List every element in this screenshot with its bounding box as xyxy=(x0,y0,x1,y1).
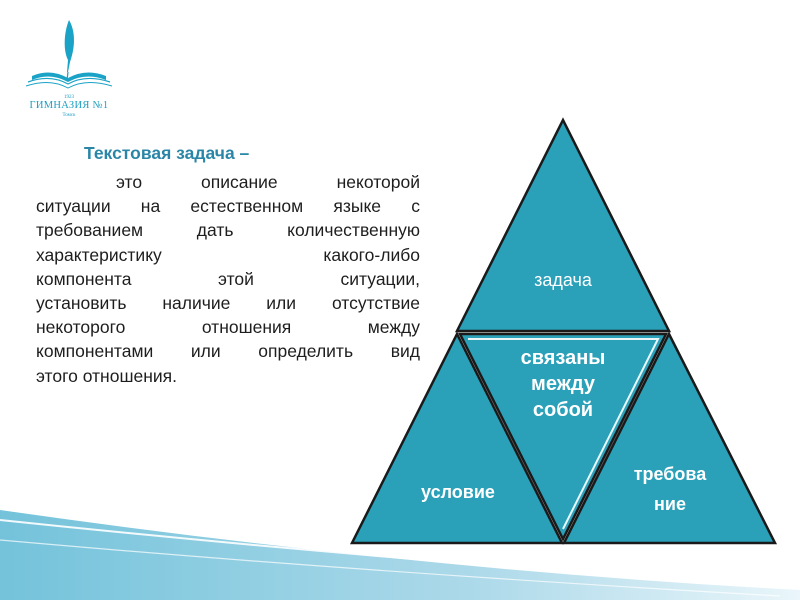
definition-line: характеристику какого-либо xyxy=(36,244,420,265)
left-triangle-label: условие xyxy=(421,482,495,502)
definition-line: ситуации на естественном языке с xyxy=(36,196,420,217)
pyramid-diagram xyxy=(340,110,790,560)
top-triangle xyxy=(457,120,669,331)
center-label-line: между xyxy=(531,373,595,395)
right-label-line: ние xyxy=(654,494,686,514)
definition-line: некоторого отношения между xyxy=(36,317,420,338)
definition-line: это описание некоторой xyxy=(116,172,420,192)
center-label-line: связаны xyxy=(520,347,606,369)
center-label-line: собой xyxy=(532,399,594,421)
definition-line: компонента этой ситуации, xyxy=(36,268,420,289)
top-triangle-label: задача xyxy=(534,270,592,290)
definition-title: Текстовая задача – xyxy=(84,143,250,163)
school-logo xyxy=(22,14,116,120)
right-label-line: требова xyxy=(633,464,707,484)
definition-line: компонентами или определить вид xyxy=(36,341,420,362)
definition-line: этого отношения. xyxy=(36,365,177,386)
logo-name: ГИМНАЗИЯ №1 xyxy=(29,100,109,111)
definition-line: требованием дать количественную xyxy=(36,220,420,241)
definition-line: установить наличие или отсутствие xyxy=(36,293,420,314)
logo-small-text: 1923 xyxy=(64,95,74,100)
quill-book-icon xyxy=(22,14,116,102)
logo-subtitle: Томск xyxy=(62,113,76,118)
